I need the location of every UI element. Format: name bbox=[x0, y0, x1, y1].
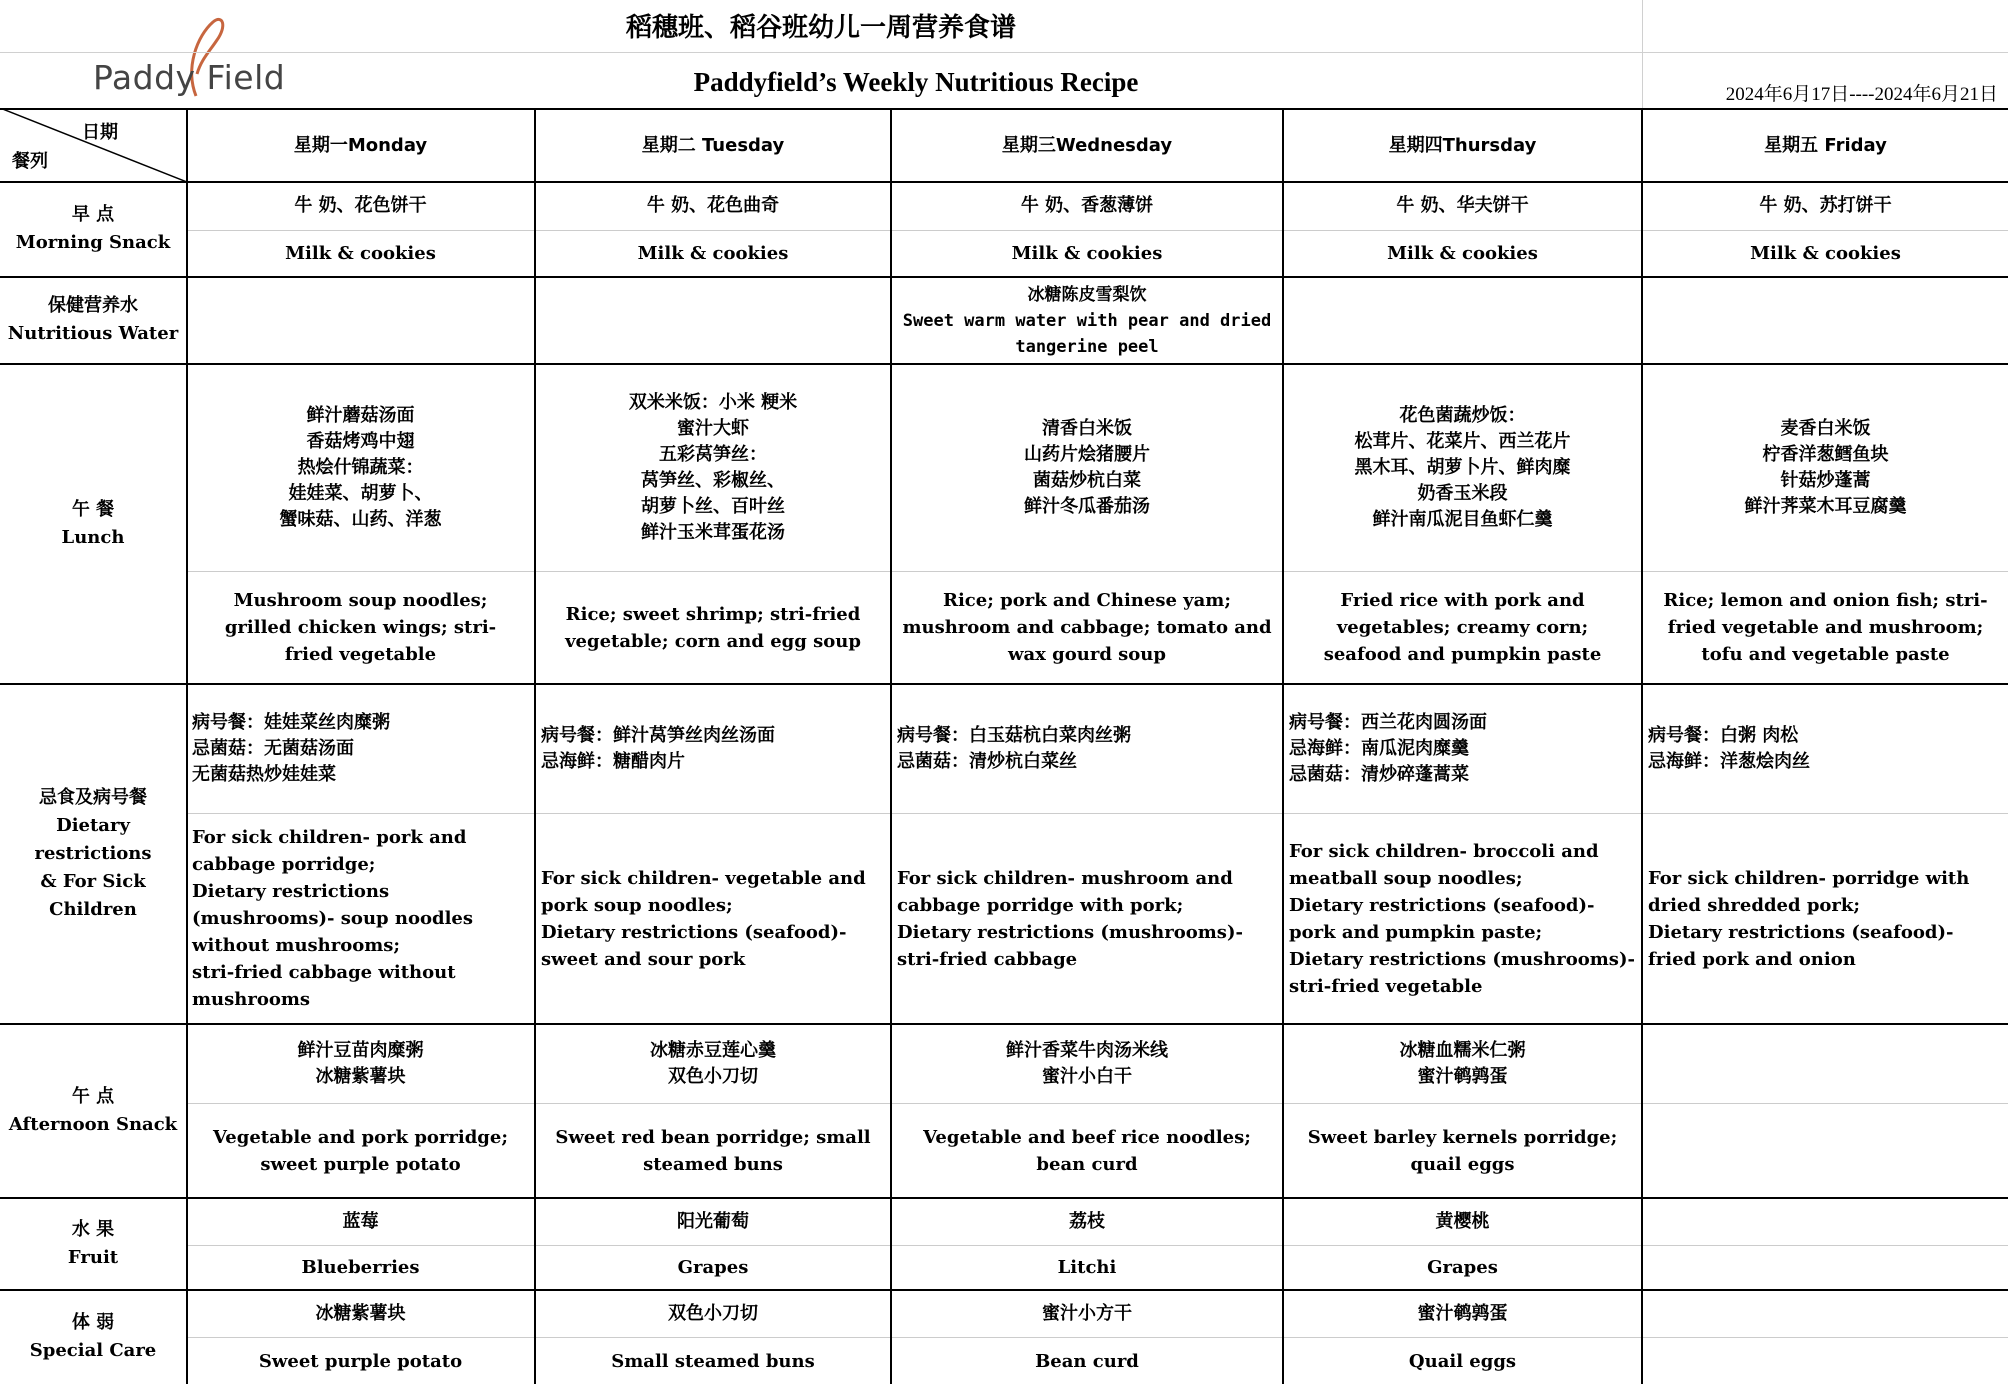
category-nutritious-water bbox=[0, 277, 186, 363]
lunch-en: Rice; lemon and onion fish; stri-fried vegetable and mushroom; tofu and vegetable paste bbox=[1663, 590, 1988, 665]
special-care-en bbox=[1643, 1338, 2008, 1384]
morning-snack-en: Milk & cookies bbox=[285, 243, 436, 264]
fruit-cn: 阳光葡萄 bbox=[677, 1211, 749, 1232]
special-care-en: Small steamed buns bbox=[611, 1350, 815, 1372]
dietary-cn: 病号餐：西兰花肉圆汤面 忌海鲜：南瓜泥肉糜羹 忌菌菇：清炒碎蓬蒿菜 bbox=[1289, 712, 1487, 785]
date-range: 2024年6月17日----2024年6月21日 bbox=[1725, 84, 1998, 105]
dietary-en: For sick children- vegetable and pork soup noodles; Dietary restrictions (seafood)- sweet and sour pork bbox=[541, 867, 866, 970]
nutritious-water-cell bbox=[1643, 278, 2008, 363]
special-care-cn: 蜜汁鹌鹑蛋 bbox=[1417, 1303, 1508, 1324]
category-label-en: Dietary restrictions bbox=[34, 814, 152, 864]
category-morning-snack bbox=[0, 182, 186, 276]
nutritious-water-cell bbox=[536, 278, 890, 363]
category-label-en: Fruit bbox=[67, 1246, 119, 1268]
category-label-en: & For Sick Children bbox=[40, 870, 146, 920]
category-afternoon-snack bbox=[0, 1024, 186, 1197]
day-header-monday: 星期一Monday bbox=[293, 134, 428, 156]
afternoon-snack-cn: 鲜汁香菜牛肉汤米线 蜜汁小白干 bbox=[1006, 1040, 1168, 1087]
category-label-en: Afternoon Snack bbox=[8, 1113, 178, 1135]
special-care-cn: 双色小刀切 bbox=[668, 1303, 758, 1324]
category-lunch bbox=[0, 364, 186, 683]
morning-snack-en: Milk & cookies bbox=[1011, 243, 1163, 264]
nutritious-water-cell bbox=[1284, 278, 1641, 363]
category-label-cn: 午 餐 bbox=[71, 498, 115, 520]
category-label-en: Lunch bbox=[61, 526, 125, 548]
lunch-cn: 双米米饭：小米 粳米 蜜汁大虾 五彩莴笋丝： 莴笋丝、彩椒丝、 胡萝卜丝、百叶丝 鲜汁玉米茸蛋花汤 bbox=[628, 392, 798, 543]
fruit-en: Grapes bbox=[677, 1257, 749, 1278]
day-header-wednesday: 星期三Wednesday bbox=[1001, 134, 1173, 156]
lunch-en: Mushroom soup noodles; grilled chicken wings; stri-fried vegetable bbox=[224, 590, 497, 665]
afternoon-snack-en: Vegetable and beef rice noodles; bean curd bbox=[923, 1126, 1251, 1175]
category-label-cn: 忌食及病号餐 bbox=[39, 786, 147, 808]
afternoon-snack-cn: 冰糖血糯米仁粥 蜜汁鹌鹑蛋 bbox=[1399, 1040, 1526, 1087]
corner-label-meal: 餐列 bbox=[12, 151, 48, 172]
lunch-cn: 鲜汁蘑菇汤面 香菇烤鸡中翅 热烩什锦蔬菜： 娃娃菜、胡萝卜、 蟹味菇、山药、洋葱 bbox=[279, 405, 442, 530]
lunch-cn: 花色菌蔬炒饭： 松茸片、花菜片、西兰花片 黑木耳、胡萝卜片、鲜肉糜 奶香玉米段 鲜汁南瓜泥目鱼虾仁羹 bbox=[1354, 405, 1571, 530]
afternoon-snack-en bbox=[1643, 1104, 2008, 1197]
category-special-care bbox=[0, 1290, 186, 1384]
category-fruit bbox=[0, 1198, 186, 1289]
special-care-cn: 蜜汁小方干 bbox=[1042, 1303, 1132, 1324]
afternoon-snack-en: Sweet red bean porridge; small steamed buns bbox=[555, 1126, 871, 1175]
special-care-en: Quail eggs bbox=[1408, 1350, 1517, 1372]
afternoon-snack-cn bbox=[1643, 1025, 2008, 1103]
category-label-cn: 水 果 bbox=[71, 1218, 115, 1240]
dietary-en: For sick children- mushroom and cabbage porridge with pork; Dietary restrictions (mushrooms)- stri-fried cabbage bbox=[897, 867, 1243, 970]
category-label-en: Nutritious Water bbox=[7, 323, 179, 344]
category-label-cn: 体 弱 bbox=[71, 1312, 115, 1333]
nutritious-water-cell: 冰糖陈皮雪梨饮 Sweet warm water with pear and dried tangerine peel bbox=[902, 284, 1272, 357]
lunch-en: Rice; pork and Chinese yam; mushroom and cabbage; tomato and wax gourd soup bbox=[902, 590, 1272, 665]
category-label-cn: 保健营养水 bbox=[48, 295, 138, 316]
category-label-cn: 早 点 bbox=[71, 204, 115, 225]
dietary-cn: 病号餐：鲜汁莴笋丝肉丝汤面 忌海鲜：糖醋肉片 bbox=[541, 725, 775, 772]
header-column-divider bbox=[1642, 0, 1643, 108]
category-label-en: Special Care bbox=[29, 1340, 157, 1361]
morning-snack-cn: 牛 奶、苏打饼干 bbox=[1759, 195, 1892, 216]
special-care-en: Sweet purple potato bbox=[258, 1350, 463, 1372]
day-header-thursday: 星期四Thursday bbox=[1388, 134, 1537, 156]
fruit-en: Litchi bbox=[1057, 1257, 1117, 1278]
day-header-friday: 星期五 Friday bbox=[1764, 134, 1887, 156]
afternoon-snack-en: Vegetable and pork porridge; sweet purple potato bbox=[212, 1126, 508, 1175]
morning-snack-en: Milk & cookies bbox=[637, 243, 789, 264]
category-label-cn: 午 点 bbox=[71, 1085, 115, 1107]
afternoon-snack-en: Sweet barley kernels porridge; quail eggs bbox=[1307, 1126, 1618, 1175]
dietary-cn: 病号餐：白粥 肉松 忌海鲜：洋葱烩肉丝 bbox=[1648, 725, 1810, 772]
lunch-en: Fried rice with pork and vegetables; creamy corn; seafood and pumpkin paste bbox=[1323, 590, 1602, 665]
dietary-cn: 病号餐：白玉菇杭白菜肉丝粥 忌菌菇：清炒杭白菜丝 bbox=[897, 725, 1131, 772]
fruit-en: Blueberries bbox=[301, 1257, 420, 1278]
morning-snack-cn: 牛 奶、华夫饼干 bbox=[1396, 195, 1529, 216]
morning-snack-en: Milk & cookies bbox=[1387, 243, 1538, 264]
page-title-chinese: 稻穗班、稻谷班幼儿一周营养食谱 bbox=[625, 13, 1016, 43]
morning-snack-en: Milk & cookies bbox=[1750, 243, 1901, 264]
category-dietary-restrictions bbox=[0, 684, 186, 1023]
morning-snack-cn: 牛 奶、花色曲奇 bbox=[646, 195, 780, 216]
morning-snack-cn: 牛 奶、香葱薄饼 bbox=[1020, 195, 1154, 216]
fruit-en: Grapes bbox=[1427, 1257, 1498, 1278]
lunch-en: Rice; sweet shrimp; stri-fried vegetable; corn and egg soup bbox=[565, 603, 861, 652]
afternoon-snack-cn: 冰糖赤豆莲心羹 双色小刀切 bbox=[650, 1040, 776, 1087]
fruit-cn bbox=[1643, 1199, 2008, 1245]
dietary-en: For sick children- pork and cabbage porridge; Dietary restrictions (mushrooms)- soup noodles without mushrooms; stri-fried cabbage without mushrooms bbox=[192, 827, 473, 1010]
dietary-cn: 病号餐：娃娃菜丝肉糜粥 忌菌菇：无菌菇汤面 无菌菇热炒娃娃菜 bbox=[192, 712, 390, 785]
logo-text: Paddy Field bbox=[93, 58, 286, 97]
nutritious-water-cell bbox=[187, 278, 534, 363]
dietary-en: For sick children- broccoli and meatball soup noodles; Dietary restrictions (seafood)- pork and pumpkin paste; Dietary restrictions (mushrooms)- stri-fried vegetable bbox=[1289, 840, 1635, 997]
afternoon-snack-cn: 鲜汁豆苗肉糜粥 冰糖紫薯块 bbox=[297, 1040, 424, 1087]
header-divider bbox=[0, 52, 2008, 53]
special-care-cn bbox=[1643, 1291, 2008, 1337]
corner-label-date: 日期 bbox=[82, 122, 118, 143]
fruit-cn: 黄樱桃 bbox=[1435, 1211, 1490, 1232]
fruit-en bbox=[1643, 1246, 2008, 1289]
day-header-tuesday: 星期二 Tuesday bbox=[641, 134, 785, 156]
morning-snack-cn: 牛 奶、花色饼干 bbox=[294, 195, 427, 216]
special-care-en: Bean curd bbox=[1035, 1350, 1139, 1372]
lunch-cn: 清香白米饭 山药片烩猪腰片 菌菇炒杭白菜 鲜汁冬瓜番茄汤 bbox=[1024, 418, 1150, 517]
page-title-english: Paddyfield’s Weekly Nutritious Recipe bbox=[693, 67, 1139, 97]
fruit-cn: 荔枝 bbox=[1069, 1211, 1105, 1232]
fruit-cn: 蓝莓 bbox=[342, 1211, 379, 1232]
category-label-en: Morning Snack bbox=[15, 232, 171, 253]
dietary-en: For sick children- porridge with dried shredded pork; Dietary restrictions (seafood)- fried pork and onion bbox=[1648, 867, 1970, 970]
lunch-cn: 麦香白米饭 柠香洋葱鳕鱼块 针菇炒蓬蒿 鲜汁荠菜木耳豆腐羹 bbox=[1744, 418, 1907, 517]
special-care-cn: 冰糖紫薯块 bbox=[315, 1303, 406, 1324]
